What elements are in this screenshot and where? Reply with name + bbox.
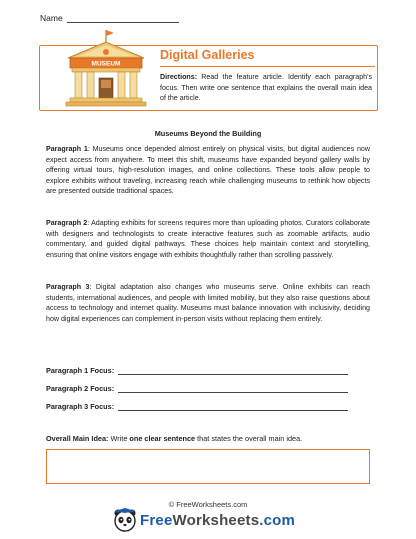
paragraph-3-text: : Digital adaptation also changes who museums serve. Online exhibits can reach students, international audiences, and people with limited mobility, but they also raise questions about access to technology and internet quality. Museums must balance innovation with inclusivity, deciding how digital experiences can complement in-person visits without replacing them entirely. bbox=[46, 283, 370, 323]
main-idea-text-post: that states the overall main idea. bbox=[195, 434, 303, 443]
paragraph-1-label: Paragraph 1 bbox=[46, 145, 88, 153]
main-idea-answer-box[interactable] bbox=[46, 449, 370, 484]
name-input-line[interactable] bbox=[67, 14, 179, 23]
name-label: Name bbox=[40, 13, 63, 23]
brand-dotcom: .com bbox=[259, 511, 296, 529]
panda-icon bbox=[113, 508, 137, 532]
paragraph-2-focus-row bbox=[46, 384, 348, 393]
paragraph-1-text: : Museums once depended almost entirely on physical visits, but digital audiences now expect access from anywhere. To meet this shift, museums have expanded beyond gallery walls by offering virtual tours, high-resolution images, and online collections. These tools allow people to explore exhibits without traveling, increasing reach while challenging museums to rethink how objects are presented outside traditional spaces. bbox=[46, 145, 370, 195]
footer-copyright-link[interactable]: © FreeWorksheets.com bbox=[168, 500, 248, 509]
paragraph-2-focus-label: Paragraph 2 Focus: bbox=[46, 384, 115, 393]
main-idea-text-pre: Write bbox=[108, 434, 130, 443]
museum-sign-text: MUSEUM bbox=[91, 60, 121, 68]
directions-body: Read the feature article. Identify each paragraph's focus. Then write one sentence that explains the overall main idea of the article. bbox=[160, 73, 372, 102]
paragraph-1 bbox=[46, 144, 370, 197]
main-idea-prompt bbox=[46, 434, 302, 443]
footer-brand-logo bbox=[113, 508, 295, 532]
paragraph-2-text: : Adapting exhibits for screens requires more than uploading photos. Curators collaborate with designers and technologists to create interactive features such as zoomable artifacts, audio commentary, and guided digital pathways. These choices help maintain context and storytelling, ensuring that online visitors engage with exhibits thoughtfully rather than scrolling passively. bbox=[46, 219, 370, 259]
title-area bbox=[160, 48, 378, 67]
name-field-row bbox=[40, 13, 179, 23]
paragraph-1-focus-row bbox=[46, 366, 348, 375]
paragraph-3-label: Paragraph 3 bbox=[46, 283, 90, 291]
paragraph-2-label: Paragraph 2 bbox=[46, 219, 88, 227]
title-divider bbox=[160, 66, 375, 67]
paragraph-1-focus-label: Paragraph 1 Focus: bbox=[46, 366, 115, 375]
brand-wordmark bbox=[140, 512, 295, 529]
brand-free: Free bbox=[140, 511, 173, 529]
paragraph-3-focus-row bbox=[46, 402, 348, 411]
paragraph-3-focus-input[interactable] bbox=[118, 403, 348, 411]
brand-worksheets: Worksheets bbox=[172, 511, 260, 529]
paragraph-3 bbox=[46, 282, 370, 324]
paragraph-2-focus-input[interactable] bbox=[118, 385, 348, 393]
article-title: Museums Beyond the Building bbox=[154, 129, 262, 138]
paragraph-3-focus-label: Paragraph 3 Focus: bbox=[46, 402, 115, 411]
main-idea-emphasis: one clear sentence bbox=[129, 434, 196, 443]
museum-icon bbox=[62, 28, 150, 110]
paragraph-2 bbox=[46, 218, 370, 260]
main-idea-label: Overall Main Idea: bbox=[46, 434, 109, 443]
worksheet-title: Digital Galleries bbox=[160, 48, 255, 62]
paragraph-1-focus-input[interactable] bbox=[118, 367, 348, 375]
directions-text bbox=[160, 72, 372, 104]
directions-label: Directions: bbox=[160, 73, 198, 81]
